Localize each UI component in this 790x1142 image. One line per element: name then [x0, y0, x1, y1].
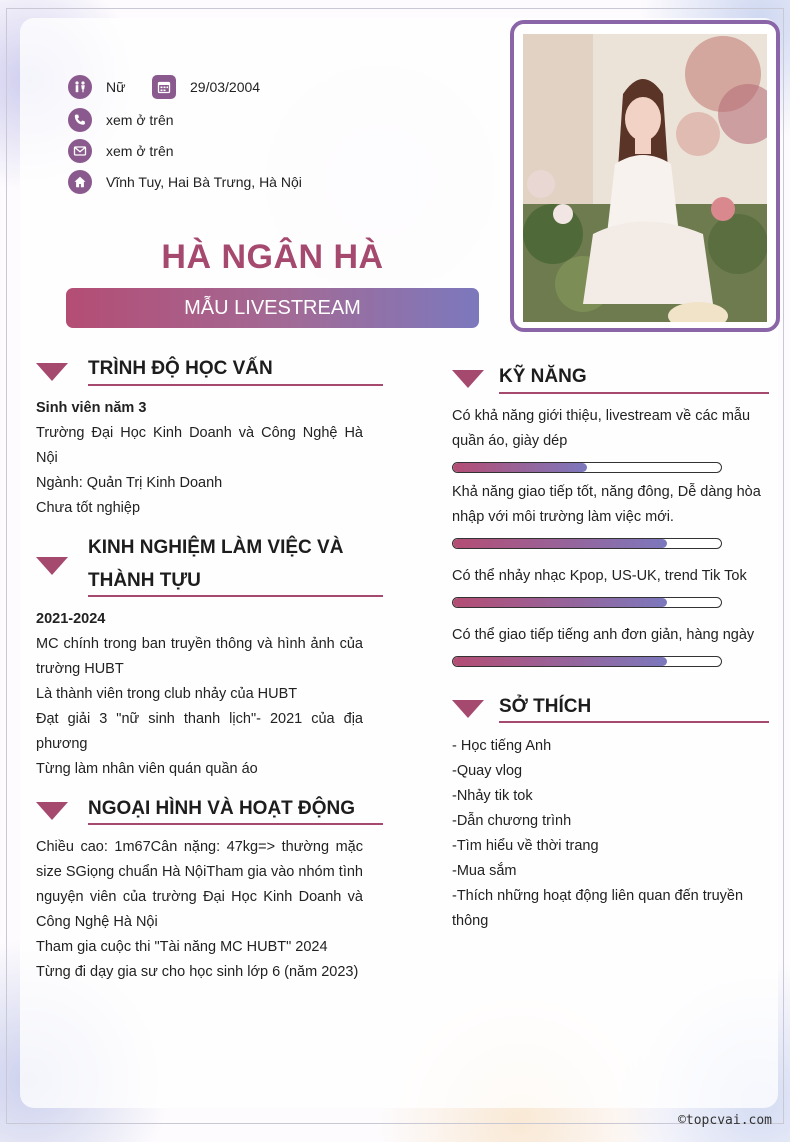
hobby-item: -Nhảy tik tok — [452, 788, 533, 804]
profile-photo-frame — [510, 20, 780, 332]
skill-label: Có thể giao tiếp tiếng anh đơn giản, hàng ngày — [452, 627, 755, 643]
appearance-line: Từng đi dạy gia sư cho học sinh lớp 6 (năm 2023) — [36, 964, 359, 980]
skill-label: Khả năng giao tiếp tốt, năng đông, Dễ dàng hòa nhập với môi trường làm việc mới. — [452, 484, 761, 525]
hobby-item: -Mua sắm — [452, 863, 517, 879]
experience-marker-icon — [36, 557, 68, 575]
experience-period: 2021-2024 — [36, 611, 106, 627]
candidate-name: HÀ NGÂN HÀ — [161, 238, 384, 276]
phone-value: xem ở trên — [106, 112, 174, 128]
hobby-item: -Dẫn chương trình — [452, 813, 572, 829]
experience-heading-line2: THÀNH TỰU — [88, 570, 201, 591]
appearance-line: Tham gia cuộc thi "Tài năng MC HUBT" 2024 — [36, 939, 328, 955]
experience-heading-line1: KINH NGHIỆM LÀM VIỆC VÀ — [88, 537, 344, 558]
skill-bar-fill — [453, 657, 667, 666]
education-content — [36, 396, 363, 521]
experience-content — [36, 607, 363, 782]
gender-value: Nữ — [106, 79, 126, 95]
skill-label: Có thể nhảy nhạc Kpop, US-UK, trend Tik Tok — [452, 568, 747, 584]
hobby-item: -Thích những hoạt động liên quan đến truyền thông — [452, 888, 744, 929]
skills-marker-icon — [452, 370, 484, 388]
skill-bar — [452, 597, 722, 608]
skill-bar-fill — [453, 539, 667, 548]
home-icon — [68, 170, 92, 194]
email-value: xem ở trên — [106, 143, 174, 159]
contact-birthday — [152, 75, 260, 99]
education-line: Ngành: Quản Trị Kinh Doanh — [36, 475, 223, 491]
contact-gender — [68, 75, 125, 99]
hobby-item: - Học tiếng Anh — [452, 738, 552, 754]
skill-bar-fill — [453, 463, 587, 472]
birthday-value: 29/03/2004 — [190, 79, 261, 95]
education-heading: TRÌNH ĐỘ HỌC VẤN — [88, 358, 273, 379]
skill-label: Có khả năng giới thiệu, livestream về các mẫu quần áo, giày dép — [452, 408, 751, 449]
address-value: Vĩnh Tuy, Hai Bà Trưng, Hà Nội — [106, 174, 302, 190]
appearance-marker-icon — [36, 802, 68, 820]
experience-underline — [88, 595, 383, 597]
education-underline — [88, 384, 383, 386]
skill-bar — [452, 462, 722, 473]
experience-line: Là thành viên trong club nhảy của HUBT — [36, 686, 298, 702]
gender-icon — [68, 75, 92, 99]
skill-bar — [452, 538, 722, 549]
experience-line: Đạt giải 3 "nữ sinh thanh lịch"- 2021 của địa phương — [36, 711, 363, 752]
skill-bar — [452, 656, 722, 667]
appearance-line: Chiều cao: 1m67Cân nặng: 47kg=> thường mặc size SGiọng chuẩn Hà NộiTham gia vào nhóm tình nguyện viên của trường Đại Học Kinh Doanh và Công Nghệ Hà Nội — [36, 839, 363, 930]
contact-email — [68, 139, 174, 163]
hobbies-underline — [499, 721, 769, 723]
hobby-item: -Quay vlog — [452, 763, 523, 779]
hobbies-heading: SỞ THÍCH — [499, 696, 592, 717]
profile-photo-art — [523, 34, 767, 322]
position-banner — [66, 288, 479, 328]
hobby-item: -Tìm hiểu về thời trang — [452, 838, 599, 854]
phone-icon — [68, 108, 92, 132]
skills-heading: KỸ NĂNG — [499, 366, 587, 387]
contact-phone — [68, 108, 174, 132]
hobbies-list — [452, 734, 770, 934]
contact-address — [68, 170, 302, 194]
education-line: Trường Đại Học Kinh Doanh và Công Nghệ Hà Nội — [36, 425, 363, 466]
education-marker-icon — [36, 363, 68, 381]
experience-line: Từng làm nhân viên quán quần áo — [36, 761, 258, 777]
experience-line: MC chính trong ban truyền thông và hình ảnh của trường HUBT — [36, 636, 363, 677]
email-icon — [68, 139, 92, 163]
education-level: Sinh viên năm 3 — [36, 400, 147, 416]
skills-underline — [499, 392, 769, 394]
hobbies-marker-icon — [452, 700, 484, 718]
education-line: Chưa tốt nghiệp — [36, 500, 141, 516]
watermark-credit: ©topcvai.com — [678, 1113, 772, 1128]
skill-bar-fill — [453, 598, 667, 607]
calendar-icon — [152, 75, 176, 99]
appearance-content — [36, 835, 363, 985]
position-label: MẪU LIVESTREAM — [184, 296, 361, 319]
profile-photo — [523, 34, 767, 322]
appearance-heading: NGOẠI HÌNH VÀ HOẠT ĐỘNG — [88, 798, 356, 819]
appearance-underline — [88, 823, 383, 825]
